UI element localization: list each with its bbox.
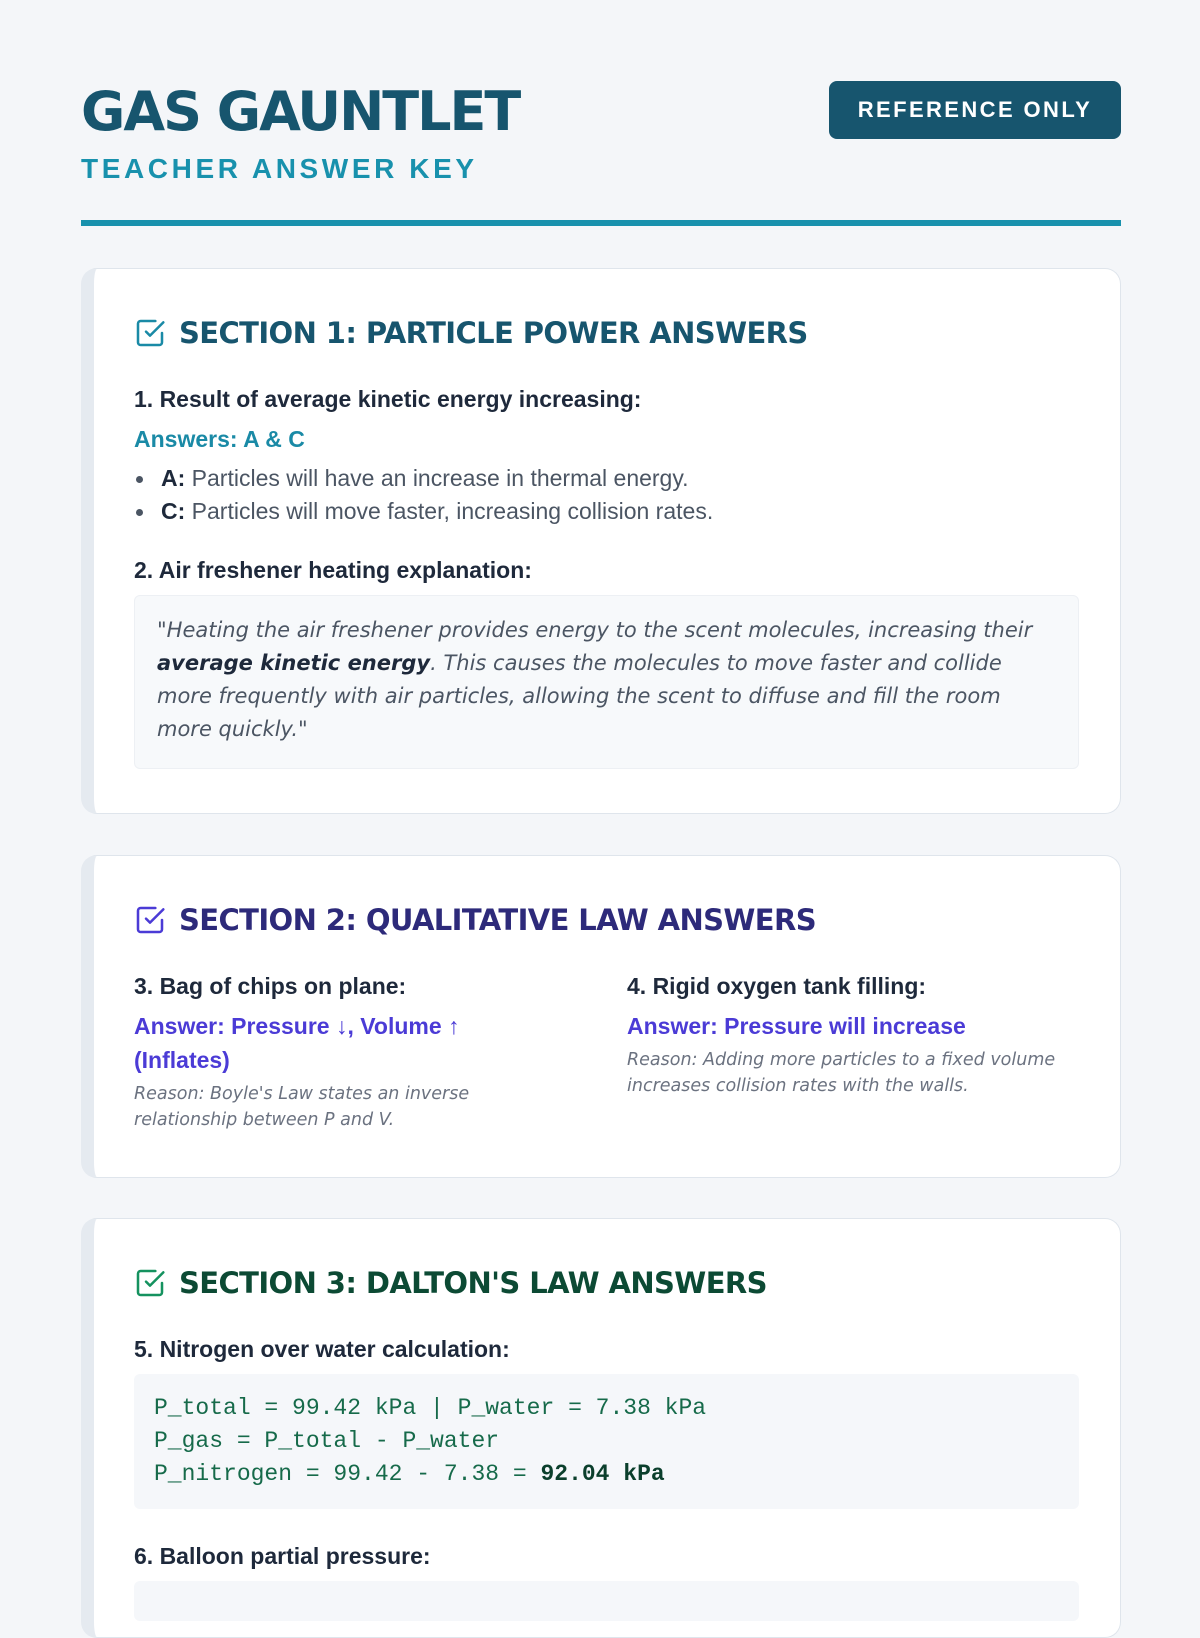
- section-1-title: SECTION 1: PARTICLE POWER ANSWERS: [179, 316, 808, 350]
- calculation-block: [134, 1374, 1079, 1509]
- section-1-header: [134, 315, 808, 351]
- question-6: 6. Balloon partial pressure:: [134, 1543, 431, 1569]
- checkbox-icon: [134, 317, 166, 349]
- reference-only-badge: REFERENCE ONLY: [829, 81, 1121, 139]
- section-2-card: [81, 855, 1121, 1178]
- page-title: GAS GAUNTLET: [81, 80, 520, 143]
- calc-line-1: P_total = 99.42 kPa | P_water = 7.38 kPa: [154, 1395, 707, 1421]
- answer-4: Answer: Pressure will increase: [627, 1013, 966, 1039]
- page-header: [81, 78, 1121, 228]
- section-2-header: [134, 902, 816, 938]
- question-1: 1. Result of average kinetic energy increasing:: [134, 386, 642, 412]
- answer-3: Answer: Pressure ↓, Volume ↑ (Inflates): [134, 1013, 460, 1073]
- section-1-card: [81, 268, 1121, 814]
- header-divider: [81, 220, 1121, 226]
- model-answer-quote: "Heating the air freshener provides energy to the scent molecules, increasing their average kinetic energy. This causes the molecules to move faster and collide more frequently with air particles, allowing the scent to diffuse and fill the room more quickly.": [134, 595, 1079, 769]
- calc-line-3: P_nitrogen = 99.42 - 7.38 = 92.04 kPa: [154, 1461, 665, 1487]
- calculation-block-2: [134, 1581, 1079, 1621]
- checkbox-icon: [134, 904, 166, 936]
- reason-3: Reason: Boyle's Law states an inverse relationship between P and V.: [134, 1084, 470, 1130]
- list-item: C: Particles will move faster, increasing collision rates.: [134, 495, 713, 528]
- section-2-title: SECTION 2: QUALITATIVE LAW ANSWERS: [179, 903, 817, 937]
- page-subtitle: TEACHER ANSWER KEY: [81, 153, 478, 184]
- calc-line-2: P_gas = P_total - P_water: [154, 1428, 500, 1454]
- question-2: 2. Air freshener heating explanation:: [134, 557, 532, 583]
- answer-1: Answers: A & C: [134, 426, 305, 452]
- checkbox-icon: [134, 1267, 166, 1299]
- question-5: 5. Nitrogen over water calculation:: [134, 1336, 510, 1362]
- section-3-card: [81, 1218, 1121, 1638]
- section-3-title: SECTION 3: DALTON'S LAW ANSWERS: [179, 1266, 767, 1300]
- section-3-header: [134, 1265, 767, 1301]
- question-3: 3. Bag of chips on plane:: [134, 973, 407, 999]
- list-item: A: Particles will have an increase in thermal energy.: [134, 462, 713, 495]
- reason-4: Reason: Adding more particles to a fixed volume increases collision rates with the walls.: [627, 1050, 1056, 1096]
- answer-1-list: [134, 462, 713, 528]
- question-4: 4. Rigid oxygen tank filling:: [627, 973, 927, 999]
